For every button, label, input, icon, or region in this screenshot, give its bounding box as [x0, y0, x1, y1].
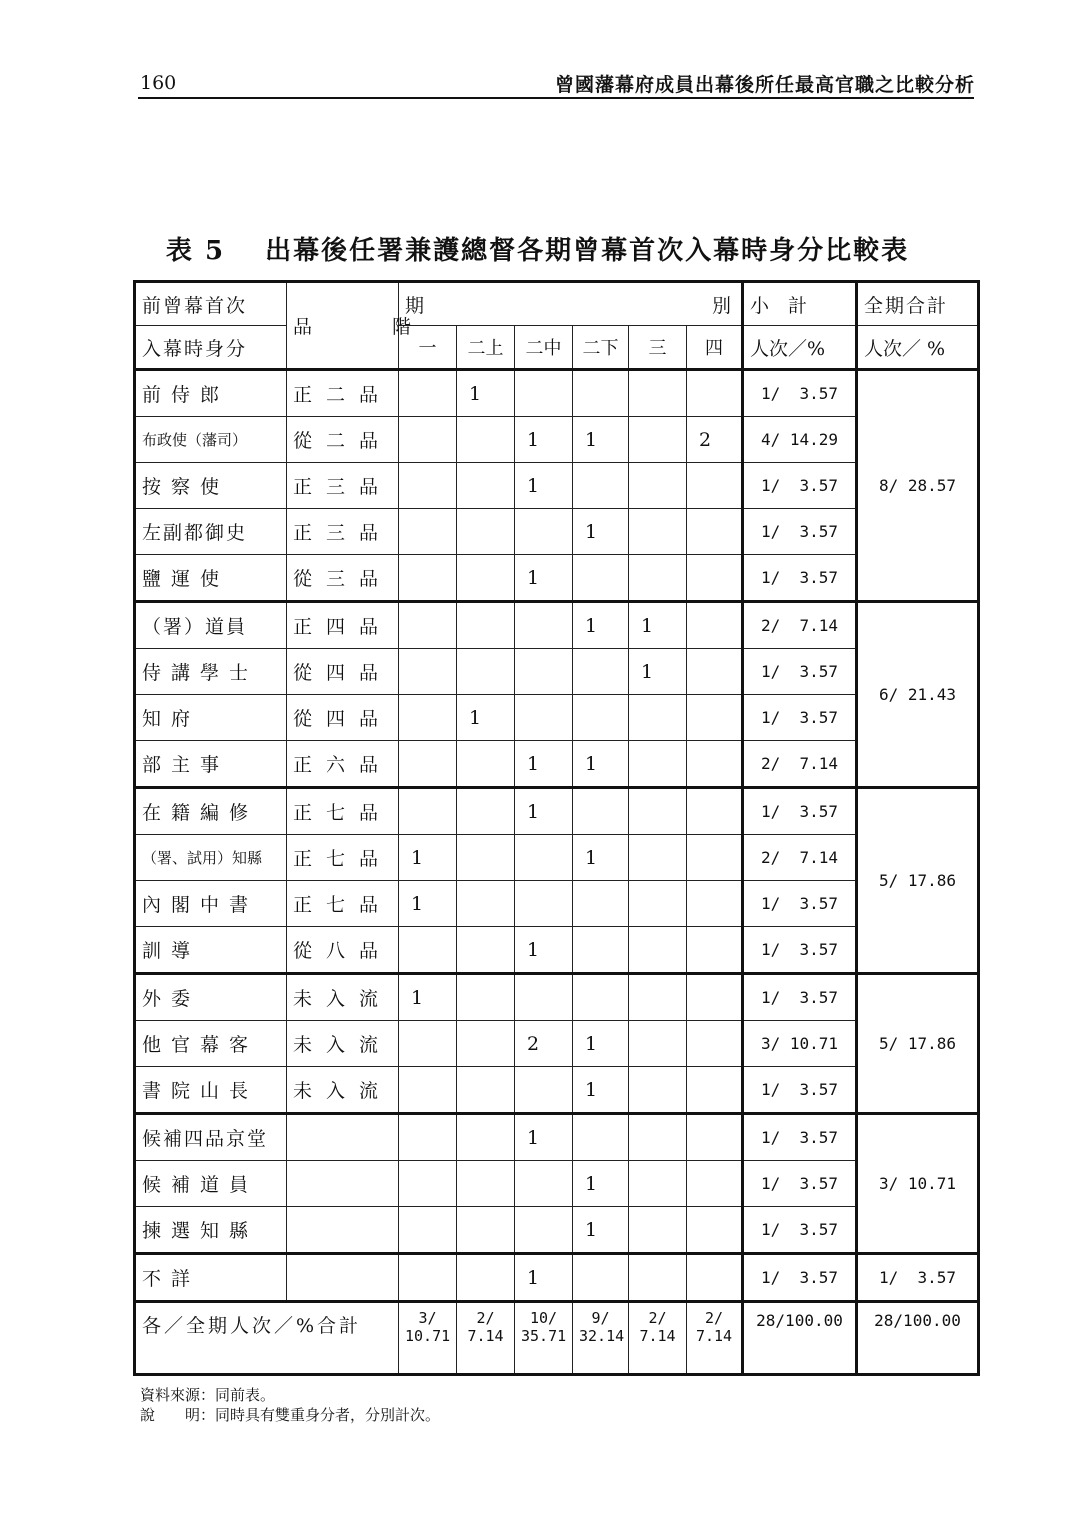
- period-count-cell: [399, 509, 457, 555]
- rank-cell: 從八品: [287, 927, 399, 974]
- period-count-cell: [515, 509, 573, 555]
- status-cell: 在籍編修: [135, 788, 287, 835]
- period-count-cell: [629, 463, 687, 509]
- remark-text: 同時具有雙重身分者，分別計次。: [215, 1406, 441, 1424]
- period-count-cell: [399, 788, 457, 835]
- period-count-cell: [515, 1067, 573, 1114]
- source-note: [140, 1385, 440, 1405]
- period-count-cell: [573, 695, 629, 741]
- period-count-cell: [457, 1114, 515, 1161]
- period-count-cell: [399, 417, 457, 463]
- period-count-cell: [687, 555, 743, 602]
- status-cell: 知府: [135, 695, 287, 741]
- table-row: [135, 1021, 979, 1067]
- period-count-cell: [629, 370, 687, 417]
- status-cell: 鹽運使: [135, 555, 287, 602]
- group-total-cell: 5/ 17.86: [857, 788, 979, 974]
- rank-cell: [287, 1114, 399, 1161]
- table-row: [135, 835, 979, 881]
- table-row: [135, 1161, 979, 1207]
- period-count-cell: [515, 974, 573, 1021]
- status-cell: 內閣中書: [135, 881, 287, 927]
- status-cell: 候補四品京堂: [135, 1114, 287, 1161]
- period-count-cell: [399, 1067, 457, 1114]
- period-count-cell: [457, 463, 515, 509]
- period-count-cell: 2: [687, 417, 743, 463]
- period-count-cell: [573, 370, 629, 417]
- rank-cell: 正七品: [287, 835, 399, 881]
- period-count-cell: [629, 1021, 687, 1067]
- status-cell: 前侍郎: [135, 370, 287, 417]
- period-count-cell: [573, 881, 629, 927]
- period-count-cell: [629, 695, 687, 741]
- table-row: [135, 788, 979, 835]
- subtotal-cell: 2/ 7.14: [743, 835, 857, 881]
- header-period-right: 別: [712, 294, 732, 317]
- rank-cell: 正四品: [287, 602, 399, 649]
- period-count-cell: [457, 649, 515, 695]
- status-cell: 部主事: [135, 741, 287, 788]
- table-row: [135, 927, 979, 974]
- table-row: [135, 370, 979, 417]
- subtotal-cell: 1/ 3.57: [743, 1114, 857, 1161]
- period-count-cell: [399, 1161, 457, 1207]
- summary-period-cell: 2/ 7.14: [629, 1302, 687, 1375]
- summary-total: 28/100.00: [857, 1302, 979, 1375]
- period-count-cell: [687, 1161, 743, 1207]
- period-count-cell: 1: [515, 417, 573, 463]
- period-count-cell: [457, 788, 515, 835]
- summary-subtotal: 28/100.00: [743, 1302, 857, 1375]
- period-count-cell: [573, 1254, 629, 1302]
- period-count-cell: [629, 1114, 687, 1161]
- period-count-cell: [629, 1207, 687, 1254]
- period-count-cell: [629, 555, 687, 602]
- period-count-cell: [687, 1254, 743, 1302]
- period-count-cell: [687, 370, 743, 417]
- period-count-cell: [573, 463, 629, 509]
- status-cell: 布政使（藩司）: [135, 417, 287, 463]
- status-cell: 候補道員: [135, 1161, 287, 1207]
- status-cell: （署）道員: [135, 602, 287, 649]
- period-count-cell: [629, 1067, 687, 1114]
- period-count-cell: [687, 649, 743, 695]
- period-count-cell: 1: [399, 974, 457, 1021]
- period-header: 二中: [515, 326, 573, 370]
- period-count-cell: [573, 1114, 629, 1161]
- summary-period-cell: 2/ 7.14: [687, 1302, 743, 1375]
- period-count-cell: [457, 835, 515, 881]
- rank-cell: 未入流: [287, 974, 399, 1021]
- subtotal-cell: 1/ 3.57: [743, 463, 857, 509]
- status-cell: （署、試用）知縣: [135, 835, 287, 881]
- period-count-cell: [399, 1207, 457, 1254]
- summary-period-cell: 3/ 10.71: [399, 1302, 457, 1375]
- group-total-cell: 1/ 3.57: [857, 1254, 979, 1302]
- rank-cell: 從二品: [287, 417, 399, 463]
- period-count-cell: [457, 927, 515, 974]
- period-count-cell: 1: [399, 881, 457, 927]
- table-number: 表 5: [165, 236, 226, 266]
- period-count-cell: [457, 1067, 515, 1114]
- header-status-line1: 前曾幕首次: [135, 282, 287, 326]
- status-cell: 外委: [135, 974, 287, 1021]
- subtotal-cell: 1/ 3.57: [743, 974, 857, 1021]
- period-count-cell: [515, 835, 573, 881]
- summary-label: 各／全期人次／%合計: [135, 1302, 399, 1375]
- group-total-cell: 8/ 28.57: [857, 370, 979, 602]
- period-count-cell: [457, 1254, 515, 1302]
- group-total-cell: 5/ 17.86: [857, 974, 979, 1114]
- period-header: 二上: [457, 326, 515, 370]
- rank-cell: 未入流: [287, 1021, 399, 1067]
- period-count-cell: [515, 649, 573, 695]
- header-period-left: 期: [405, 294, 425, 317]
- period-count-cell: 1: [573, 835, 629, 881]
- period-count-cell: [687, 788, 743, 835]
- period-count-cell: 1: [573, 741, 629, 788]
- header-total-line2: 人次／ %: [857, 326, 979, 370]
- period-count-cell: [457, 417, 515, 463]
- rank-cell: 正三品: [287, 509, 399, 555]
- header-row-1: [135, 282, 979, 326]
- subtotal-cell: 1/ 3.57: [743, 555, 857, 602]
- period-count-cell: [399, 1021, 457, 1067]
- rank-cell: [287, 1207, 399, 1254]
- period-count-cell: [629, 417, 687, 463]
- source-label: 資料來源：: [140, 1386, 216, 1404]
- period-count-cell: [573, 555, 629, 602]
- subtotal-cell: 3/ 10.71: [743, 1021, 857, 1067]
- period-count-cell: [399, 649, 457, 695]
- table-row: [135, 1067, 979, 1114]
- period-count-cell: [573, 927, 629, 974]
- header-status-line2: 入幕時身分: [135, 326, 287, 370]
- subtotal-cell: 2/ 7.14: [743, 741, 857, 788]
- period-count-cell: [687, 881, 743, 927]
- period-count-cell: [629, 974, 687, 1021]
- period-count-cell: [687, 1021, 743, 1067]
- table-row: [135, 1254, 979, 1302]
- period-count-cell: [399, 602, 457, 649]
- period-count-cell: [399, 1254, 457, 1302]
- table-row: [135, 881, 979, 927]
- subtotal-cell: 1/ 3.57: [743, 927, 857, 974]
- table-row: [135, 974, 979, 1021]
- rank-cell: 正二品: [287, 370, 399, 417]
- period-count-cell: 1: [515, 1254, 573, 1302]
- table-row: [135, 1207, 979, 1254]
- period-count-cell: 1: [515, 1114, 573, 1161]
- period-count-cell: [457, 1021, 515, 1067]
- status-cell: 書院山長: [135, 1067, 287, 1114]
- remark-note: [140, 1405, 440, 1425]
- period-count-cell: [515, 370, 573, 417]
- table-row: [135, 1114, 979, 1161]
- subtotal-cell: 1/ 3.57: [743, 1254, 857, 1302]
- status-cell: 按察使: [135, 463, 287, 509]
- table-row: [135, 741, 979, 788]
- period-header: 二下: [573, 326, 629, 370]
- rank-cell: 從三品: [287, 555, 399, 602]
- rank-cell: 正七品: [287, 881, 399, 927]
- period-header: 一: [399, 326, 457, 370]
- period-count-cell: 1: [457, 695, 515, 741]
- group-total-cell: 3/ 10.71: [857, 1114, 979, 1254]
- period-count-cell: [629, 881, 687, 927]
- period-header: 四: [687, 326, 743, 370]
- period-count-cell: 1: [573, 1207, 629, 1254]
- period-count-cell: [457, 1161, 515, 1207]
- subtotal-cell: 1/ 3.57: [743, 1067, 857, 1114]
- period-count-cell: [399, 463, 457, 509]
- subtotal-cell: 1/ 3.57: [743, 695, 857, 741]
- status-cell: 揀選知縣: [135, 1207, 287, 1254]
- period-count-cell: [457, 1207, 515, 1254]
- group-total-cell: 6/ 21.43: [857, 602, 979, 788]
- summary-period-cell: 2/ 7.14: [457, 1302, 515, 1375]
- period-count-cell: [399, 370, 457, 417]
- page-number: 160: [140, 72, 177, 94]
- table-row: [135, 649, 979, 695]
- comparison-table: [133, 280, 980, 1376]
- period-count-cell: [687, 1067, 743, 1114]
- rank-cell: 從四品: [287, 695, 399, 741]
- period-count-cell: [515, 602, 573, 649]
- period-count-cell: [399, 695, 457, 741]
- period-count-cell: [457, 509, 515, 555]
- rank-cell: 未入流: [287, 1067, 399, 1114]
- period-count-cell: [687, 602, 743, 649]
- period-count-cell: [687, 695, 743, 741]
- period-count-cell: 1: [629, 602, 687, 649]
- period-count-cell: 1: [515, 927, 573, 974]
- subtotal-cell: 2/ 7.14: [743, 602, 857, 649]
- period-count-cell: 1: [457, 370, 515, 417]
- subtotal-cell: 4/ 14.29: [743, 417, 857, 463]
- period-count-cell: [687, 1114, 743, 1161]
- table-row: [135, 509, 979, 555]
- header-period: [399, 282, 743, 326]
- table-row: [135, 602, 979, 649]
- rank-cell: [287, 1254, 399, 1302]
- period-count-cell: [687, 741, 743, 788]
- period-count-cell: [687, 927, 743, 974]
- period-count-cell: [629, 835, 687, 881]
- running-head: 曾國藩幕府成員出幕後所任最高官職之比較分析: [554, 74, 975, 96]
- period-count-cell: [573, 649, 629, 695]
- status-cell: 侍講學士: [135, 649, 287, 695]
- period-count-cell: [687, 463, 743, 509]
- period-count-cell: [457, 555, 515, 602]
- summary-period-cell: 9/ 32.14: [573, 1302, 629, 1375]
- period-count-cell: 1: [515, 555, 573, 602]
- header-subtotal-line2: 人次／%: [743, 326, 857, 370]
- subtotal-cell: 1/ 3.57: [743, 370, 857, 417]
- period-count-cell: [399, 927, 457, 974]
- rank-cell: 從四品: [287, 649, 399, 695]
- summary-row: [135, 1302, 979, 1375]
- table-caption: 出幕後任署兼護總督各期曾幕首次入幕時身分比較表: [265, 236, 910, 266]
- table-row: [135, 555, 979, 602]
- period-count-cell: 1: [573, 1067, 629, 1114]
- period-count-cell: [457, 602, 515, 649]
- period-count-cell: 1: [399, 835, 457, 881]
- subtotal-cell: 1/ 3.57: [743, 1161, 857, 1207]
- subtotal-cell: 1/ 3.57: [743, 1207, 857, 1254]
- subtotal-cell: 1/ 3.57: [743, 649, 857, 695]
- period-count-cell: [687, 974, 743, 1021]
- header-row-2: [135, 326, 979, 370]
- header-rule: [138, 97, 974, 99]
- period-count-cell: [399, 741, 457, 788]
- table-row: [135, 695, 979, 741]
- period-count-cell: 1: [515, 741, 573, 788]
- period-count-cell: 1: [515, 788, 573, 835]
- subtotal-cell: 1/ 3.57: [743, 788, 857, 835]
- summary-period-cell: 10/ 35.71: [515, 1302, 573, 1375]
- period-count-cell: [687, 509, 743, 555]
- period-count-cell: [399, 555, 457, 602]
- header-rank: 品 階: [287, 282, 399, 370]
- period-header: 三: [629, 326, 687, 370]
- period-count-cell: [515, 695, 573, 741]
- period-count-cell: [629, 788, 687, 835]
- rank-cell: 正三品: [287, 463, 399, 509]
- period-count-cell: [457, 881, 515, 927]
- header-subtotal-line1: 小 計: [743, 282, 857, 326]
- period-count-cell: [573, 788, 629, 835]
- period-count-cell: [687, 835, 743, 881]
- period-count-cell: [629, 741, 687, 788]
- period-count-cell: [399, 1114, 457, 1161]
- period-count-cell: 1: [573, 602, 629, 649]
- header-total-line1: 全期合計: [857, 282, 979, 326]
- period-count-cell: 1: [573, 509, 629, 555]
- remark-label: 說 明：: [140, 1406, 216, 1424]
- period-count-cell: 1: [515, 463, 573, 509]
- period-count-cell: [629, 927, 687, 974]
- status-cell: 左副都御史: [135, 509, 287, 555]
- period-count-cell: 1: [573, 1021, 629, 1067]
- period-count-cell: [457, 974, 515, 1021]
- period-count-cell: 2: [515, 1021, 573, 1067]
- table-row: [135, 463, 979, 509]
- period-count-cell: [515, 881, 573, 927]
- source-text: 同前表。: [215, 1386, 276, 1404]
- period-count-cell: [629, 1254, 687, 1302]
- period-count-cell: [687, 1207, 743, 1254]
- period-count-cell: [629, 1161, 687, 1207]
- period-count-cell: 1: [573, 417, 629, 463]
- table-title: [0, 230, 1075, 267]
- rank-cell: 正六品: [287, 741, 399, 788]
- rank-cell: 正七品: [287, 788, 399, 835]
- period-count-cell: [515, 1161, 573, 1207]
- period-count-cell: 1: [629, 649, 687, 695]
- period-count-cell: 1: [573, 1161, 629, 1207]
- period-count-cell: [573, 974, 629, 1021]
- status-cell: 不詳: [135, 1254, 287, 1302]
- rank-cell: [287, 1161, 399, 1207]
- subtotal-cell: 1/ 3.57: [743, 509, 857, 555]
- table-row: [135, 417, 979, 463]
- status-cell: 訓導: [135, 927, 287, 974]
- period-count-cell: [629, 509, 687, 555]
- table-notes: [140, 1385, 440, 1425]
- period-count-cell: [457, 741, 515, 788]
- period-count-cell: [515, 1207, 573, 1254]
- status-cell: 他官幕客: [135, 1021, 287, 1067]
- subtotal-cell: 1/ 3.57: [743, 881, 857, 927]
